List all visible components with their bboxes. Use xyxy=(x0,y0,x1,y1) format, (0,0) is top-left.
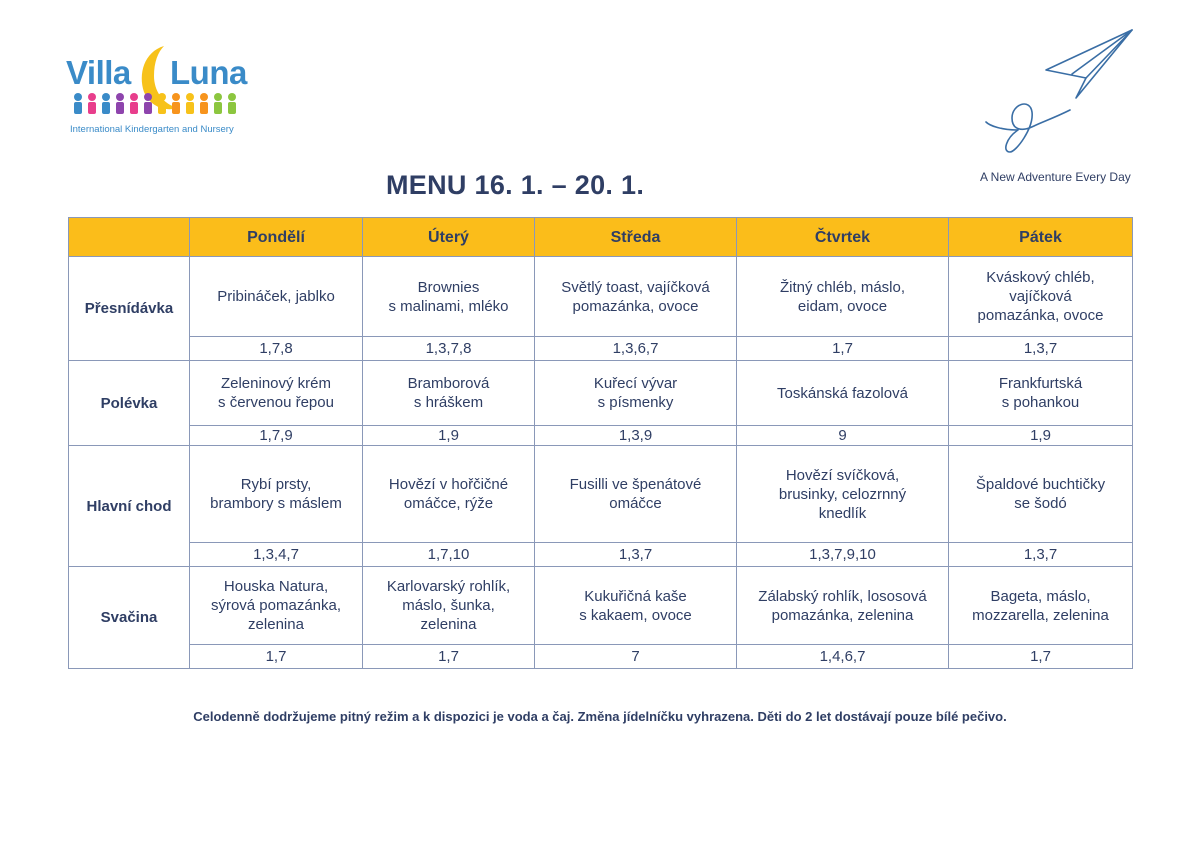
dish-text: Kváskový chléb, vajíčková pomazánka, ovoce xyxy=(977,269,1104,324)
dish-text: Hovězí v hořčičné omáčce, rýže xyxy=(388,476,509,512)
dish-cell xyxy=(535,257,737,337)
meal-name: Svačina xyxy=(69,567,190,669)
allergen-row xyxy=(69,645,1133,669)
dish-text: Bageta, máslo, mozzarella, zelenina xyxy=(972,587,1109,624)
dish-text: Hovězí svíčková, brusinky, celozrnný knedlík xyxy=(778,466,907,522)
children-icon xyxy=(72,92,244,116)
dish-cell xyxy=(190,567,363,645)
dish-cell xyxy=(190,257,363,337)
allergen-cell: 1,3,9 xyxy=(535,426,737,446)
dish-text: Frankfurtská s pohankou xyxy=(998,375,1083,411)
dish-text: Bramborová s hráškem xyxy=(407,375,490,411)
dish-cell xyxy=(949,257,1133,337)
dish-cell xyxy=(535,361,737,426)
allergen-cell: 7 xyxy=(535,645,737,669)
dish-cell xyxy=(737,361,949,426)
allergen-cell: 1,3,7 xyxy=(949,543,1133,567)
meal-name: Polévka xyxy=(69,361,190,446)
header-row xyxy=(69,218,1133,257)
dish-cell xyxy=(190,446,363,543)
dish-cell xyxy=(737,446,949,543)
allergen-cell: 1,7,9 xyxy=(190,426,363,446)
menu-table xyxy=(68,217,1133,669)
dish-cell xyxy=(949,446,1133,543)
dish-cell xyxy=(737,257,949,337)
dish-text: Žitný chléb, máslo, eidam, ovoce xyxy=(779,278,906,315)
dish-text: Kuřecí vývar s písmenky xyxy=(593,375,678,411)
allergen-cell: 1,7 xyxy=(949,645,1133,669)
allergen-cell: 1,3,6,7 xyxy=(535,337,737,361)
allergen-cell: 1,9 xyxy=(949,426,1133,446)
day-header: Čtvrtek xyxy=(737,218,949,257)
allergen-cell: 1,7 xyxy=(363,645,535,669)
allergen-cell: 1,3,7 xyxy=(535,543,737,567)
dish-cell xyxy=(535,446,737,543)
dish-cell xyxy=(535,567,737,645)
dish-text: Světlý toast, vajíčková pomazánka, ovoce xyxy=(561,278,710,315)
meal-name: Hlavní chod xyxy=(69,446,190,567)
allergen-cell: 1,7,10 xyxy=(363,543,535,567)
villa-luna-logo xyxy=(64,44,254,144)
slogan: A New Adventure Every Day xyxy=(980,170,1131,184)
dish-cell xyxy=(363,446,535,543)
allergen-cell: 1,3,7 xyxy=(949,337,1133,361)
logo-tagline: International Kindergarten and Nursery xyxy=(70,124,234,135)
day-header: Pondělí xyxy=(190,218,363,257)
dish-text: Houska Natura, sýrová pomazánka, zelenina xyxy=(210,578,342,633)
dish-text: Fusilli ve špenátové omáčce xyxy=(569,476,702,512)
paper-plane-icon xyxy=(982,26,1142,161)
dish-text: Špaldové buchtičky se šodó xyxy=(975,476,1106,512)
page-title: MENU 16. 1. – 20. 1. xyxy=(386,170,645,200)
dish-text: Rybí prsty, brambory s máslem xyxy=(210,476,342,512)
dish-cell xyxy=(949,361,1133,426)
dish-text: Toskánská fazolová xyxy=(777,384,908,402)
dish-text: Zeleninový krém s červenou řepou xyxy=(218,375,334,411)
meal-row xyxy=(69,257,1133,337)
allergen-cell: 1,7,8 xyxy=(190,337,363,361)
day-header: Pátek xyxy=(949,218,1133,257)
allergen-row xyxy=(69,543,1133,567)
dish-cell xyxy=(363,567,535,645)
allergen-row xyxy=(69,337,1133,361)
logo-word-luna: Luna xyxy=(170,54,247,91)
allergen-cell: 1,7 xyxy=(190,645,363,669)
allergen-cell: 1,9 xyxy=(363,426,535,446)
allergen-cell: 1,4,6,7 xyxy=(737,645,949,669)
dish-cell xyxy=(737,567,949,645)
meal-row xyxy=(69,361,1133,426)
allergen-cell: 1,7 xyxy=(737,337,949,361)
dish-cell xyxy=(363,257,535,337)
dish-text: Pribináček, jablko xyxy=(217,288,335,305)
dish-cell xyxy=(190,361,363,426)
dish-cell xyxy=(363,361,535,426)
dish-text: Brownies s malinami, mléko xyxy=(388,278,509,315)
footer-note: Celodenně dodržujeme pitný režim a k dispozici je voda a čaj. Změna jídelníčku vyhrazena. Děti do 2 let dostávají pouze bílé pečivo. xyxy=(193,709,1007,724)
dish-cell xyxy=(949,567,1133,645)
meal-name: Přesnídávka xyxy=(69,257,190,361)
dish-text: Kukuřičná kaše s kakaem, ovoce xyxy=(579,587,692,624)
logo-word-villa: Villa xyxy=(66,54,131,91)
dish-text: Karlovarský rohlík, máslo, šunka, zelenina xyxy=(386,578,511,633)
corner-cell xyxy=(69,218,190,257)
meal-row xyxy=(69,446,1133,543)
allergen-row xyxy=(69,426,1133,446)
allergen-cell: 1,3,4,7 xyxy=(190,543,363,567)
allergen-cell: 9 xyxy=(737,426,949,446)
allergen-cell: 1,3,7,8 xyxy=(363,337,535,361)
dish-text: Zálabský rohlík, lososová pomazánka, zelenina xyxy=(758,587,927,624)
allergen-cell: 1,3,7,9,10 xyxy=(737,543,949,567)
meal-row xyxy=(69,567,1133,645)
day-header: Úterý xyxy=(363,218,535,257)
day-header: Středa xyxy=(535,218,737,257)
